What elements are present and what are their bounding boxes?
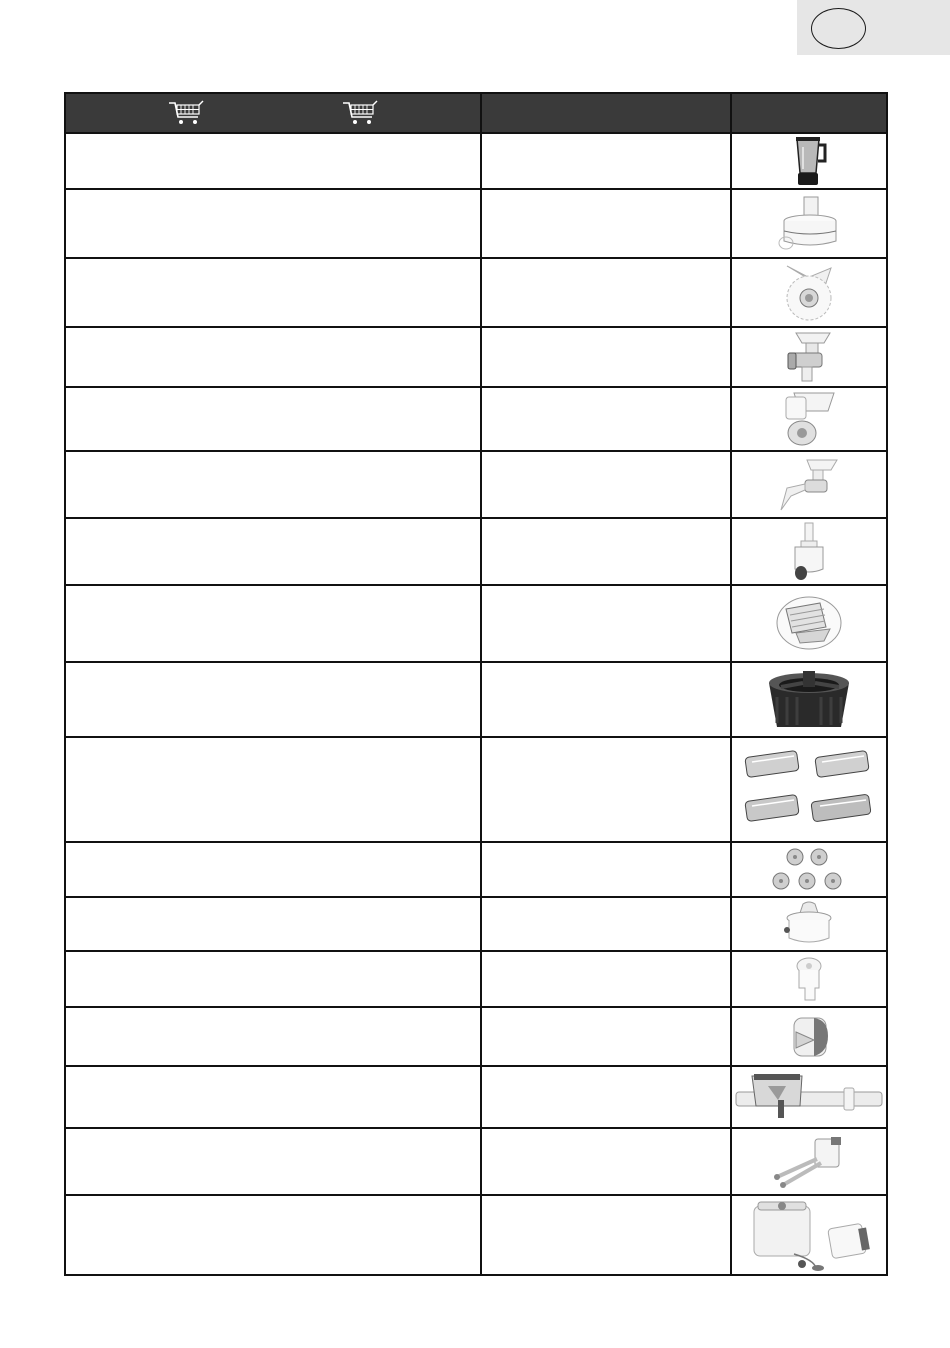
table-row: [65, 189, 887, 258]
code-cell: [481, 897, 731, 951]
code-cell: [481, 1066, 731, 1128]
description-cell: [65, 451, 481, 518]
kneading-bowl-icon: [761, 667, 857, 733]
image-cell: [731, 951, 887, 1007]
description-cell: [65, 327, 481, 387]
table-row: [65, 585, 887, 662]
table-row: [65, 133, 887, 189]
code-cell: [481, 189, 731, 258]
image-cell: [731, 518, 887, 585]
description-cell: [65, 662, 481, 737]
image-cell: [731, 585, 887, 662]
image-cell: [731, 451, 887, 518]
description-cell: [65, 951, 481, 1007]
code-cell: [481, 1195, 731, 1275]
description-cell: [65, 585, 481, 662]
grater-slicer-discs-icon: [781, 262, 837, 324]
header-cell-code: [481, 93, 731, 133]
table-row: [65, 662, 887, 737]
citrus-juicer-icon: [779, 900, 839, 948]
code-cell: [481, 662, 731, 737]
table-header-row: [65, 93, 887, 133]
image-cell: [731, 737, 887, 842]
table-row: [65, 897, 887, 951]
table-row: [65, 387, 887, 451]
vegetable-chopper-icon: [789, 954, 829, 1004]
description-cell: [65, 1007, 481, 1066]
image-cell: [731, 1195, 887, 1275]
code-cell: [481, 1128, 731, 1195]
code-cell: [481, 258, 731, 327]
header-cell-image: [731, 93, 887, 133]
image-cell: [731, 189, 887, 258]
image-cell: [731, 662, 887, 737]
description-cell: [65, 1066, 481, 1128]
code-cell: [481, 387, 731, 451]
image-cell: [731, 1066, 887, 1128]
description-cell: [65, 518, 481, 585]
table-row: [65, 1066, 887, 1128]
code-cell: [481, 451, 731, 518]
code-cell: [481, 133, 731, 189]
code-cell: [481, 327, 731, 387]
table-row: [65, 951, 887, 1007]
image-cell: [731, 897, 887, 951]
language-tab: [797, 0, 950, 55]
image-cell: [731, 133, 887, 189]
shopping-cart-icon: [342, 100, 378, 126]
shopping-cart-icon: [168, 100, 204, 126]
pasta-rollers-icon: [736, 744, 882, 836]
image-cell: [731, 1007, 887, 1066]
accessories-table: [64, 92, 888, 1276]
table-row: [65, 842, 887, 897]
extruder-press-icon: [734, 1070, 884, 1124]
image-cell: [731, 1128, 887, 1195]
code-cell: [481, 518, 731, 585]
code-cell: [481, 1007, 731, 1066]
image-cell: [731, 387, 887, 451]
description-cell: [65, 387, 481, 451]
description-cell: [65, 189, 481, 258]
description-cell: [65, 258, 481, 327]
table-row: [65, 258, 887, 327]
table-row: [65, 518, 887, 585]
description-cell: [65, 1195, 481, 1275]
code-cell: [481, 842, 731, 897]
image-cell: [731, 327, 887, 387]
meat-grinder-icon: [784, 331, 834, 383]
grinder-plates-icon: [767, 847, 851, 893]
food-processor-icon: [776, 195, 842, 253]
table-row: [65, 737, 887, 842]
description-cell: [65, 737, 481, 842]
description-cell: [65, 133, 481, 189]
cookie-press-icon: [787, 521, 831, 583]
language-badge-oval: [811, 8, 866, 49]
table-row: [65, 1195, 887, 1275]
dough-hook-attachment-icon: [769, 1133, 849, 1191]
header-cell-description: [65, 93, 481, 133]
vacuum-container-icon: [744, 1198, 874, 1272]
image-cell: [731, 258, 887, 327]
blender-jar-icon: [789, 135, 829, 187]
table-row: [65, 451, 887, 518]
spiralizer-icon: [784, 1010, 834, 1064]
shredder-attachment-icon: [780, 389, 838, 449]
sausage-filler-icon: [779, 456, 839, 514]
description-cell: [65, 897, 481, 951]
table-row: [65, 327, 887, 387]
table-row: [65, 1128, 887, 1195]
code-cell: [481, 951, 731, 1007]
code-cell: [481, 737, 731, 842]
image-cell: [731, 842, 887, 897]
description-cell: [65, 842, 481, 897]
table-row: [65, 1007, 887, 1066]
dicing-insert-icon: [774, 593, 844, 655]
code-cell: [481, 585, 731, 662]
description-cell: [65, 1128, 481, 1195]
